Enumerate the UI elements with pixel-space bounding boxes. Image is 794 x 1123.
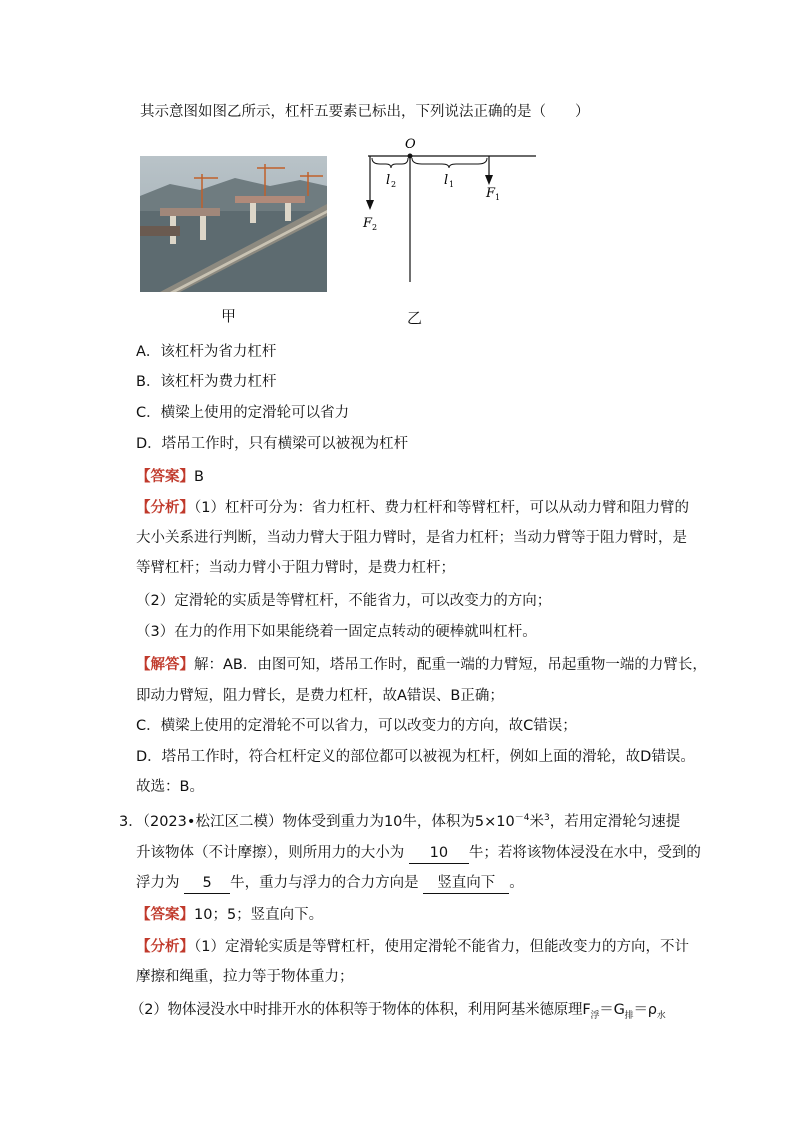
force-label-f1-sub: 1: [495, 193, 501, 202]
pivot-label-o: O: [405, 137, 416, 152]
q3-stem-line-2: 升该物体（不计摩擦），则所用力的大小为 10 牛；若将该物体浸没在水中，受到的: [136, 843, 701, 864]
lever-diagram: [360, 134, 540, 284]
q3-analysis-line: 摩擦和绳重，拉力等于物体重力；: [136, 969, 354, 985]
arm-label-l2: l: [386, 173, 391, 188]
q3-answer: [136, 905, 323, 925]
blank-2: 5: [184, 873, 230, 894]
q2-solution-line: D．塔吊工作时，符合杠杆定义的部位都可以被视为杠杆，例如上面的滑轮，故D错误。: [136, 749, 695, 765]
answer-value: B: [194, 469, 204, 485]
q2-analysis-line: 大小关系进行判断，当动力臂大于阻力臂时，是省力杠杆；当动力臂等于阻力臂时，是: [136, 530, 687, 546]
q3-analysis-line: （2）物体浸没水中时排开水的体积等于物体的体积，利用阿基米德原理$F_浮=G_排=\rho_水$: [130, 1002, 666, 1021]
arm-label-l1-sub: 1: [449, 180, 455, 189]
q2-solution-line: 故选：B。: [136, 779, 204, 795]
bridge-construction-photo: [140, 156, 327, 292]
q2-solution-line: 【解答】解：AB．由图可知，塔吊工作时，配重一端的力臂短，吊起重物一端的力臂长，: [136, 657, 707, 673]
solution-tag: 【解答】: [136, 657, 194, 673]
q2-solution-line: C．横梁上使用的定滑轮不可以省力，可以改变力的方向，故C错误；: [136, 718, 577, 734]
analysis-tag: 【分析】: [136, 500, 194, 516]
q2-analysis-line: （3）在力的作用下如果能绕着一固定点转动的硬棒就叫杠杆。: [136, 624, 537, 640]
q2-answer: [136, 467, 204, 487]
figure-jia-label: 甲: [221, 307, 237, 325]
option-b: B．该杠杆为费力杠杆: [136, 374, 277, 390]
figure-yi-label: 乙: [407, 309, 423, 327]
q2-solution-line: 即动力臂短，阻力臂长，是费力杠杆，故A错误、B正确；: [136, 688, 504, 704]
blank-1: 10: [409, 843, 469, 864]
answer-value: 10；5；竖直向下。: [194, 907, 324, 923]
force-label-f2: F: [363, 216, 373, 231]
force-label-f2-sub: 2: [372, 223, 378, 232]
answer-tag: 【答案】: [136, 469, 194, 485]
q2-analysis-line: 【分析】（1）杠杆可分为：省力杠杆、费力杠杆和等臂杠杆，可以从动力臂和阻力臂的: [136, 500, 689, 516]
question-source: （2023•松江区二模）: [142, 814, 283, 830]
q3-stem-line-1: 3．（2023•松江区二模）物体受到重力为10牛，体积为$5\times 10^{-4}$米$^3$，若用定滑轮匀速提: [119, 813, 681, 830]
question-intro: 其示意图如图乙所示，杠杆五要素已标出，下列说法正确的是（ ）: [140, 104, 590, 120]
force-label-f1: F: [486, 186, 496, 201]
option-a: A．该杠杆为省力杠杆: [136, 344, 277, 360]
q3-analysis-line: 【分析】（1）定滑轮实质是等臂杠杆，使用定滑轮不能省力，但能改变力的方向，不计: [136, 939, 689, 955]
option-c: C．横梁上使用的定滑轮可以省力: [136, 405, 350, 421]
arm-label-l2-sub: 2: [391, 180, 397, 189]
q3-stem-line-3: 浮力为 5 牛，重力与浮力的合力方向是 竖直向下 。: [136, 873, 524, 894]
q2-analysis-line: （2）定滑轮的实质是等臂杠杆，不能省力，可以改变力的方向；: [136, 593, 552, 609]
blank-3: 竖直向下: [423, 873, 509, 894]
q2-analysis-line: 等臂杠杆；当动力臂小于阻力臂时，是费力杠杆；: [136, 560, 455, 576]
answer-tag: 【答案】: [136, 907, 194, 923]
question-number: 3．: [119, 814, 143, 830]
option-d: D．塔吊工作时，只有横梁可以被视为杠杆: [136, 436, 409, 452]
analysis-tag: 【分析】: [136, 939, 194, 955]
arm-label-l1: l: [444, 173, 449, 188]
